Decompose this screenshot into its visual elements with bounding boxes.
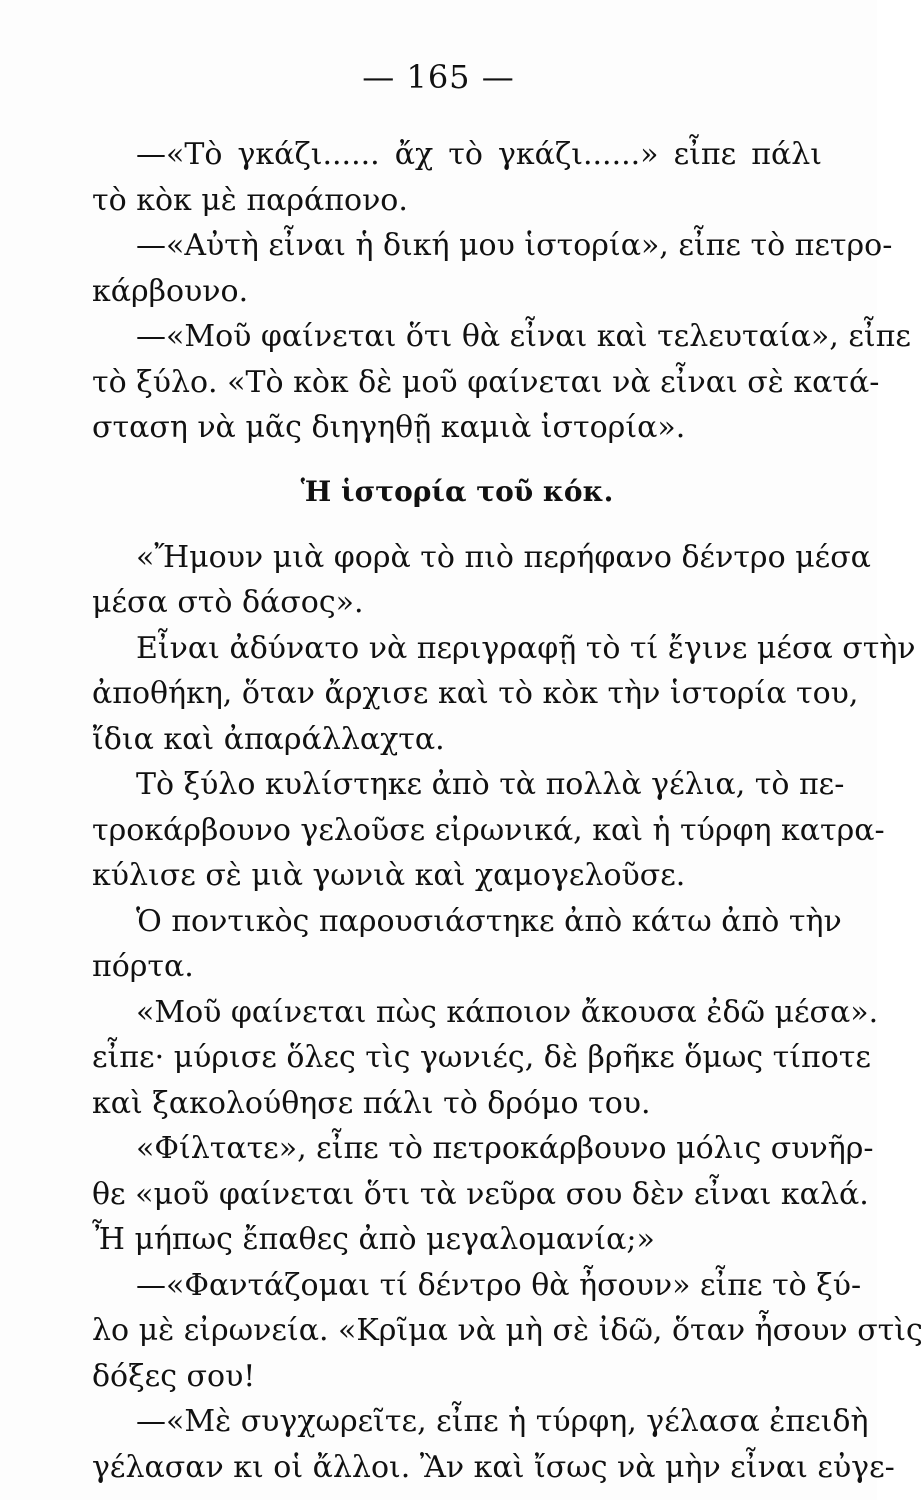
- text-line: —«Τὸ γκάζι...... ἄχ τὸ γκάζι......» εἶπε πάλι: [136, 137, 822, 172]
- text-line: λο μὲ εἰρωνεία. «Κρῖμα νὰ μὴ σὲ ἰδῶ, ὅταν ἦσουν στὶς: [92, 1313, 923, 1348]
- text-line: πόρτα.: [92, 949, 194, 984]
- text-line: Ἦ μήπως ἔπαθες ἀπὸ μεγαλομανία;»: [92, 1222, 655, 1257]
- body-text: [92, 132, 923, 1490]
- text-line: τροκάρβουνο γελοῦσε εἰρωνικά, καὶ ἡ τύρφη κατρα-: [92, 812, 885, 848]
- text-line: γέλασαν κι οἱ ἄλλοι. Ἂν καὶ ἴσως νὰ μὴν εἶναι εὐγε-: [92, 1449, 895, 1485]
- text-line: —«Φαντάζομαι τί δέντρο θὰ ἦσουν» εἶπε τὸ ξύ-: [136, 1267, 862, 1303]
- section-heading: Ἡ ἱστορία τοῦ κόκ.: [300, 474, 614, 508]
- text-line: «Ἤμουν μιὰ φορὰ τὸ πιὸ περήφανο δέντρο μέσα: [136, 539, 871, 575]
- text-line: σταση νὰ μᾶς διηγηθῇ καμιὰ ἱστορία».: [92, 410, 686, 445]
- text-line: εἶπε· μύρισε ὅλες τὶς γωνιές, δὲ βρῆκε ὅμως τίποτε: [92, 1040, 871, 1075]
- text-line: «Μοῦ φαίνεται πὼς κάποιον ἄκουσα ἐδῶ μέσα».: [136, 994, 879, 1030]
- text-line: κάρβουνο.: [92, 273, 249, 309]
- text-line: δόξες σου!: [92, 1358, 256, 1394]
- text-line: Τὸ ξύλο κυλίστηκε ἀπὸ τὰ πολλὰ γέλια, τὸ πε-: [136, 767, 845, 802]
- text-line: ἀποθήκη, ὅταν ἄρχισε καὶ τὸ κὸκ τὴν ἱστορία του,: [92, 676, 859, 711]
- text-line: κύλισε σὲ μιὰ γωνιὰ καὶ χαμογελοῦσε.: [92, 858, 686, 893]
- text-line: —«Μοῦ φαίνεται ὅτι θὰ εἶναι καὶ τελευταία», εἶπε: [136, 319, 911, 354]
- text-line: τὸ ξύλο. «Τὸ κὸκ δὲ μοῦ φαίνεται νὰ εἶναι σὲ κατά-: [92, 364, 880, 400]
- text-line: τὸ κὸκ μὲ παράπονο.: [92, 182, 408, 218]
- text-line: μέσα στὸ δάσος».: [92, 585, 364, 620]
- text-line: Εἶναι ἀδύνατο νὰ περιγραφῇ τὸ τί ἔγινε μέσα στὴν: [136, 630, 916, 666]
- page-number: — 165 —: [362, 58, 515, 96]
- text-line: ἴδια καὶ ἀπαράλλαχτα.: [92, 721, 445, 757]
- text-line: θε «μοῦ φαίνεται ὅτι τὰ νεῦρα σου δὲν εἶναι καλά.: [92, 1176, 869, 1212]
- text-line: —«Αὐτὴ εἶναι ἡ δική μου ἱστορία», εἶπε τὸ πετρο-: [136, 228, 893, 263]
- text-line: Ὁ ποντικὸς παρουσιάστηκε ἀπὸ κάτω ἀπὸ τὴν: [136, 903, 842, 939]
- text-line: καὶ ξακολούθησε πάλι τὸ δρόμο του.: [92, 1085, 651, 1121]
- text-line: —«Μὲ συγχωρεῖτε, εἶπε ἡ τύρφη, γέλασα ἐπειδὴ: [136, 1404, 869, 1439]
- text-line: «Φίλτατε», εἶπε τὸ πετροκάρβουνο μόλις συνῆρ-: [136, 1131, 874, 1166]
